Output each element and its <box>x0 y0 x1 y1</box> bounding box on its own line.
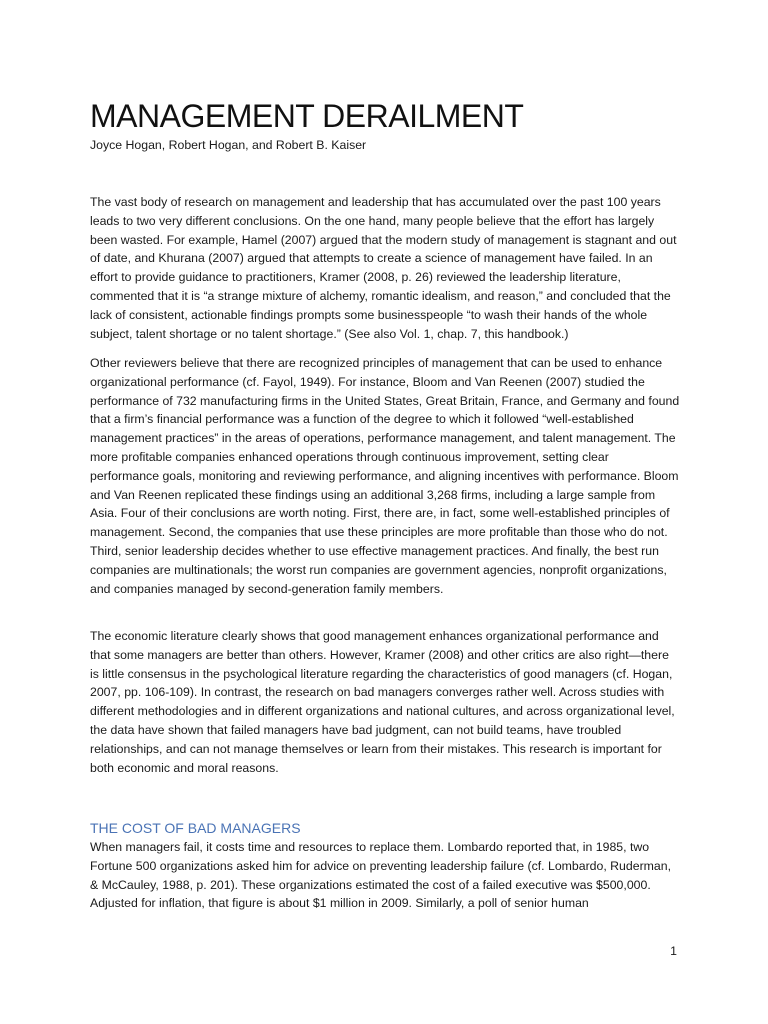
author-line: Joyce Hogan, Robert Hogan, and Robert B. Kaiser <box>90 138 367 152</box>
document-title: MANAGEMENT DERAILMENT <box>90 98 524 134</box>
section-heading: THE COST OF BAD MANAGERS <box>90 820 301 836</box>
page-number: 1 <box>670 944 677 958</box>
body-paragraph-3: The economic literature clearly shows that good management enhances organizational performance and that some managers are better than others. However, Kramer (2008) and other critics are also right—there is little consensus in the psychological literature regarding the characteristics of good managers (cf. Hogan, 2007, pp. 106-109). In contrast, the research on bad managers converges rather well. Across studies with different methodologies and in different organizations and national cultures, and across organizational level, the data have shown that failed managers have bad judgment, can not build teams, have troubled relationships, and can not manage themselves or learn from their mistakes. This research is important for both economic and moral reasons. <box>90 629 675 775</box>
body-paragraph-1: The vast body of research on management and leadership that has accumulated over the past 100 years leads to two very different conclusions. On the one hand, many people believe that the effort has largely been wasted. For example, Hamel (2007) argued that the modern study of management is stagnant and out of date, and Khurana (2007) argued that attempts to create a science of management have failed. In an effort to provide guidance to practitioners, Kramer (2008, p. 26) reviewed the leadership literature, commented that it is “a strange mixture of alchemy, romantic idealism, and reason,” and concluded that the lack of consistent, actionable findings prompts some businesspeople “to wash their hands of the whole subject, talent shortage or no talent shortage.” (See also Vol. 1, chap. 7, this handbook.) <box>90 195 677 341</box>
section-paragraph: When managers fail, it costs time and resources to replace them. Lombardo reported that, in 1985, two Fortune 500 organizations asked him for advice on preventing leadership failure (cf. Lombardo, Ruderman, & McCauley, 1988, p. 201). These organizations estimated the cost of a failed executive was $500,000. Adjusted for inflation, that figure is about $1 million in 2009. Similarly, a poll of senior human <box>90 840 672 911</box>
body-paragraph-2: Other reviewers believe that there are recognized principles of management that can be used to enhance organizational performance (cf. Fayol, 1949). For instance, Bloom and Van Reenen (2007) studied the performance of 732 manufacturing firms in the United States, Great Britain, France, and Germany and found that a firm’s financial performance was a function of the degree to which it followed “well-established management practices” in the areas of operations, performance management, and talent management. The more profitable companies enhanced operations through continuous improvement, setting clear performance goals, monitoring and reviewing performance, and aligning incentives with performance. Bloom and Van Reenen replicated these findings using an additional 3,268 firms, including a large sample from Asia. Four of their conclusions are worth noting. First, there are, in fact, some well-established principles of management. Second, the companies that use these principles are more profitable than those who do not. Third, senior leadership decides whether to use effective management practices. And finally, the best run companies are multinationals; the worst run companies are government agencies, nonprofit organizations, and companies managed by second-generation family members. <box>90 356 680 596</box>
